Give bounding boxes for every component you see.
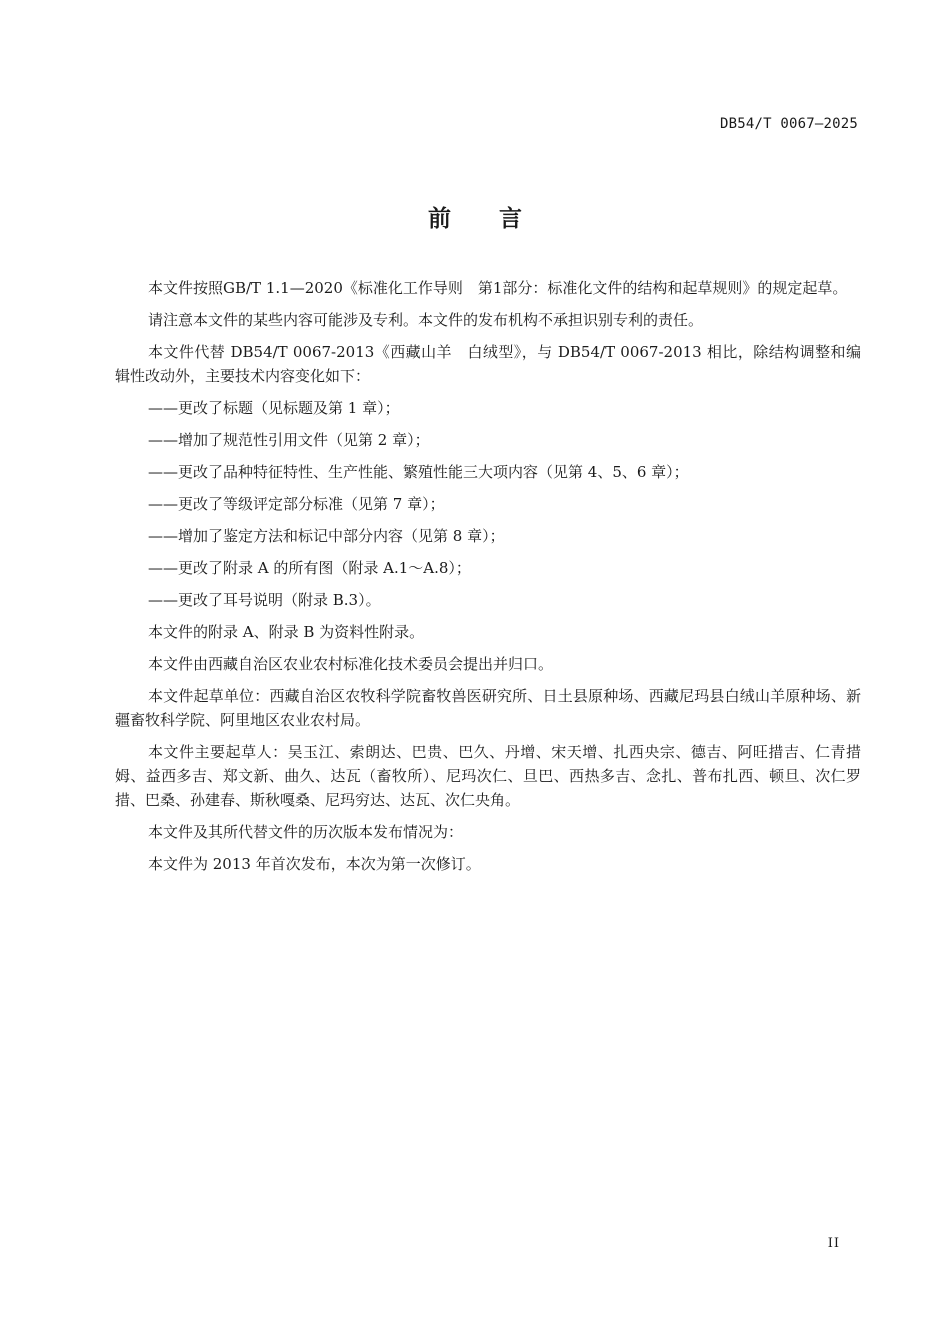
paragraph-drafting-units: 本文件起草单位：西藏自治区农牧科学院畜牧兽医研究所、日土县原种场、西藏尼玛县白绒山羊原种场、新疆畜牧科学院、阿里地区农业农村局。: [115, 687, 861, 729]
paragraph-replacement: 本文件代替 DB54/T 0067-2013《西藏山羊 白绒型》，与 DB54/T 0067-2013 相比，除结构调整和编辑性改动外，主要技术内容变化如下：: [115, 343, 861, 385]
paragraph-patent-notice: 请注意本文件的某些内容可能涉及专利。本文件的发布机构不承担识别专利的责任。: [148, 311, 704, 329]
change-item: ——更改了附录 A 的所有图（附录 A.1～A.8）；: [148, 559, 471, 577]
paragraph-proposer: 本文件由西藏自治区农业农村标准化技术委员会提出并归口。: [148, 655, 554, 673]
document-code: DB54/T 0067—2025: [719, 116, 858, 132]
change-item: ——更改了等级评定部分标准（见第 7 章）；: [148, 495, 445, 513]
change-item: ——更改了标题（见标题及第 1 章）；: [148, 399, 400, 417]
paragraph-drafting-basis: 本文件按照GB/T 1.1—2020《标准化工作导则 第1部分：标准化文件的结构和起草规则》的规定起草。: [148, 279, 848, 297]
page-number: II: [827, 1236, 840, 1251]
change-item: ——更改了耳号说明（附录 B.3）。: [148, 591, 381, 609]
change-item: ——增加了规范性引用文件（见第 2 章）；: [148, 431, 430, 449]
change-item: ——更改了品种特征特性、生产性能、繁殖性能三大项内容（见第 4、5、6 章）；: [148, 463, 689, 481]
change-item: ——增加了鉴定方法和标记中部分内容（见第 8 章）；: [148, 527, 505, 545]
paragraph-drafters: 本文件主要起草人：吴玉江、索朗达、巴贵、巴久、丹增、宋天增、扎西央宗、德吉、阿旺措吉、仁青措姆、益西多吉、郑文新、曲久、达瓦（畜牧所）、尼玛次仁、旦巴、西热多吉、念扎、普布扎西、顿旦、次仁罗措、巴桑、孙建春、斯秋嘎桑、尼玛穷达、达瓦、次仁央角。: [115, 743, 861, 809]
document-body: [115, 276, 861, 884]
paragraph-version-history: 本文件及其所代替文件的历次版本发布情况为：: [148, 823, 464, 841]
paragraph-appendix-note: 本文件的附录 A、附录 B 为资料性附录。: [148, 623, 425, 641]
paragraph-first-release: 本文件为 2013 年首次发布，本次为第一次修订。: [148, 855, 481, 873]
page-title: 前言: [428, 206, 570, 232]
